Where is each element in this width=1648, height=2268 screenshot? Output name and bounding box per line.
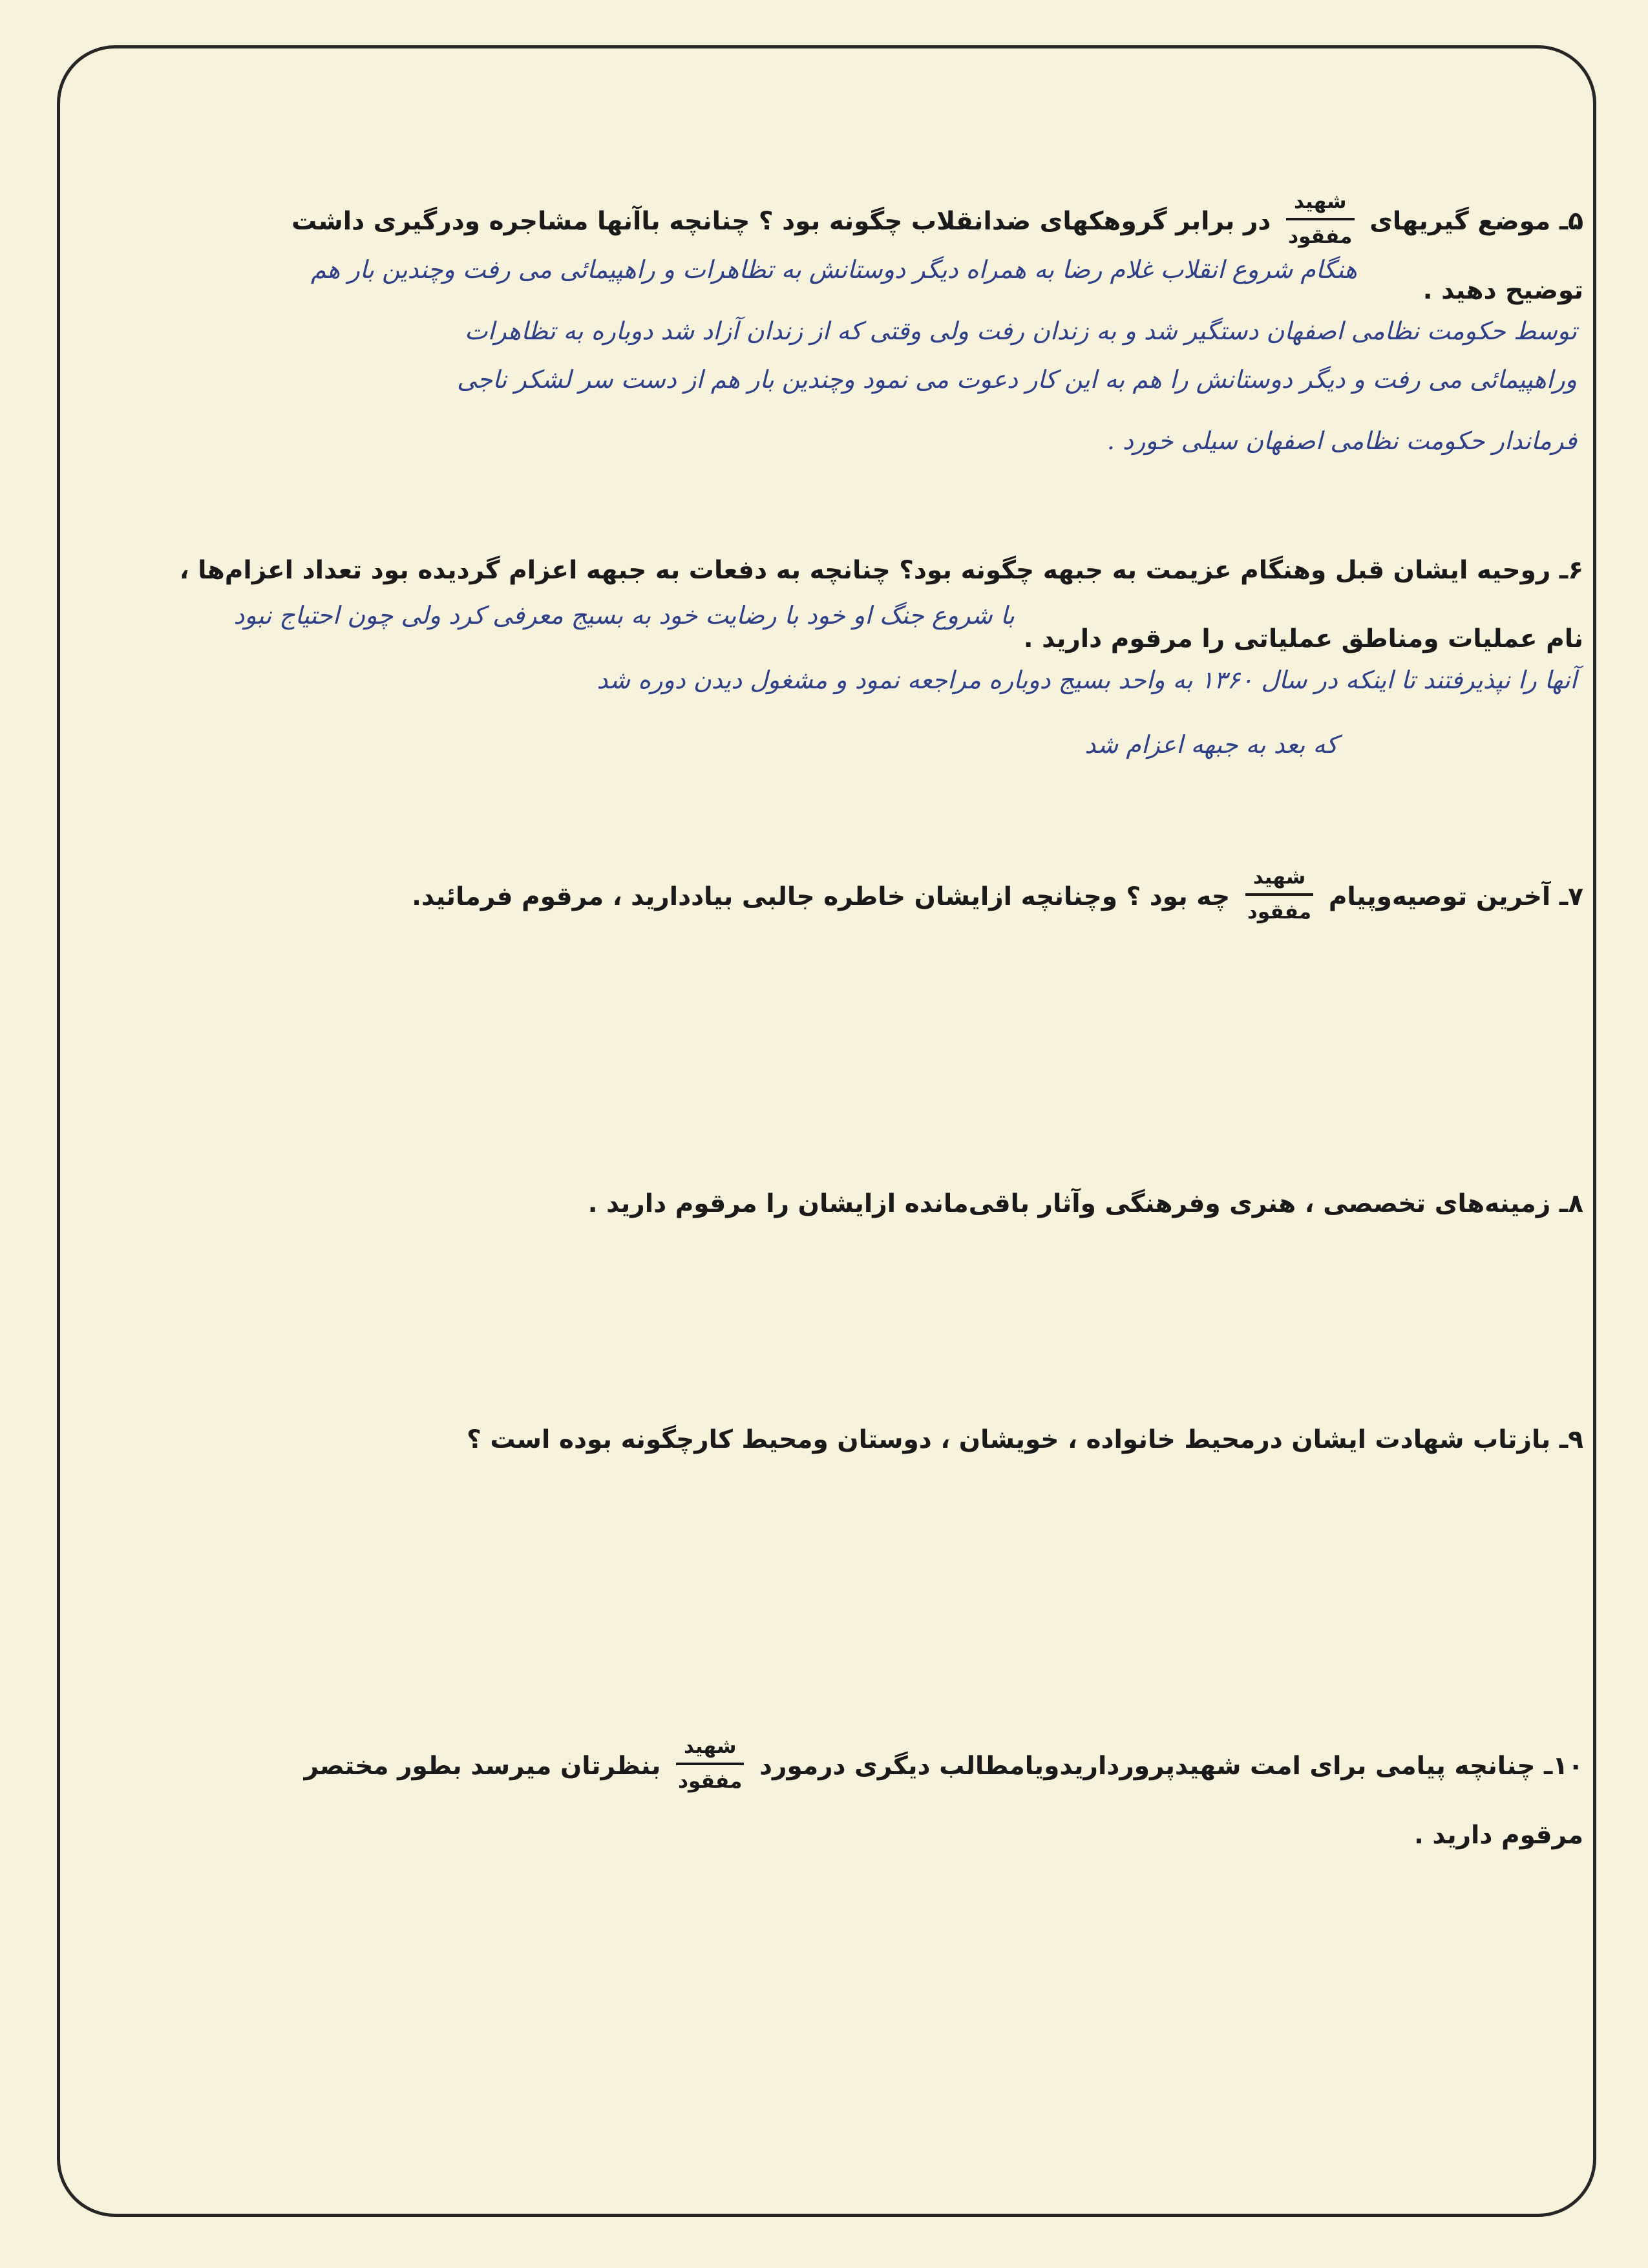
question-10-line-1 xyxy=(136,1732,1583,1801)
fraction-top-martyr: شهید xyxy=(676,1730,745,1765)
question-7-text-start: ۷ـ آخرین توصیه‌وپیام xyxy=(1328,882,1583,911)
question-5-text-start: ۵ـ موضع گیریهای xyxy=(1369,207,1583,236)
answer-6-line-2: آنها را نپذیرفتند تا اینکه در سال ۱۳۶۰ به واحد بسیج دوباره مراجعه نمود و مشغول دیدن دوره شد xyxy=(597,666,1577,694)
question-5-text-end: در برابر گروهکهای ضدانقلاب چگونه بود ؟ چنانچه باآنها مشاجره ودرگیری داشت xyxy=(291,207,1271,236)
question-9-line-1: ۹ـ بازتاب شهادت ایشان درمحیط خانواده ، خویشان ، دوستان ومحیط کارچگونه بوده است ؟ xyxy=(467,1425,1583,1454)
martyr-missing-fraction xyxy=(676,1730,745,1797)
question-8 xyxy=(136,1170,1583,1238)
question-10 xyxy=(136,1732,1583,1870)
martyr-missing-fraction xyxy=(1286,185,1355,253)
fraction-bottom-missing: مفقود xyxy=(1247,900,1312,924)
question-8-line-1: ۸ـ زمینه‌های تخصصی ، هنری وفرهنگی وآثار باقی‌مانده ازایشان را مرقوم دارید . xyxy=(587,1189,1583,1218)
answer-6-line-3: که بعد به جبهه اعزام شد xyxy=(1084,730,1338,759)
answer-5-line-1: هنگام شروع انقلاب غلام رضا به همراه دیگر دوستانش به تظاهرات و راهپیمائی می رفت وچندین بار هم xyxy=(311,255,1357,284)
question-9 xyxy=(136,1406,1583,1474)
answer-5-line-2: توسط حکومت نظامی اصفهان دستگیر شد و به زندان رفت ولی وقتی که از زندان آزاد شد دوباره به تظاهرات xyxy=(464,317,1577,345)
question-6-line-1: ۶ـ روحیه ایشان قبل وهنگام عزیمت به جبهه چگونه بود؟ چنانچه به دفعات به جبهه اعزام گردیده بود تعداد اعزام‌ها ، xyxy=(179,556,1583,585)
question-10-text-end: بنظرتان میرسد بطور مختصر xyxy=(304,1752,661,1781)
answer-6-line-1: با شروع جنگ او خود با رضایت خود به بسیج معرفی کرد ولی چون احتیاج نبود xyxy=(233,601,1015,630)
question-5-line-1 xyxy=(136,187,1583,257)
question-7 xyxy=(136,863,1583,932)
question-10-line-2: مرقوم دارید . xyxy=(1414,1820,1583,1850)
fraction-bottom-missing: مفقود xyxy=(1288,224,1353,248)
question-6-line-2: نام عملیات ومناطق عملیاتی را مرقوم دارید . xyxy=(1023,624,1583,653)
fraction-bottom-missing: مفقود xyxy=(678,1769,743,1793)
question-10-text-start: ۱۰ـ چنانچه پیامی برای امت شهیدپرورداریدویامطالب دیگری درمورد xyxy=(759,1752,1583,1781)
fraction-top-martyr: شهید xyxy=(1286,185,1355,220)
fraction-top-martyr: شهید xyxy=(1245,861,1314,896)
question-5-line-2: توضیح دهید . xyxy=(1422,275,1583,305)
question-7-line-1 xyxy=(136,863,1583,932)
answer-5-line-3: وراهپیمائی می رفت و دیگر دوستانش را هم به این کار دعوت می نمود وچندین بار هم از دست سر لشکر ناجی xyxy=(456,365,1577,394)
question-7-text-end: چه بود ؟ وچنانچه ازایشان خاطره جالبی بیاددارید ، مرقوم فرمائید. xyxy=(412,882,1231,911)
answer-5-line-4: فرماندار حکومت نظامی اصفهان سیلی خورد . xyxy=(1106,427,1577,455)
martyr-missing-fraction xyxy=(1245,861,1314,928)
